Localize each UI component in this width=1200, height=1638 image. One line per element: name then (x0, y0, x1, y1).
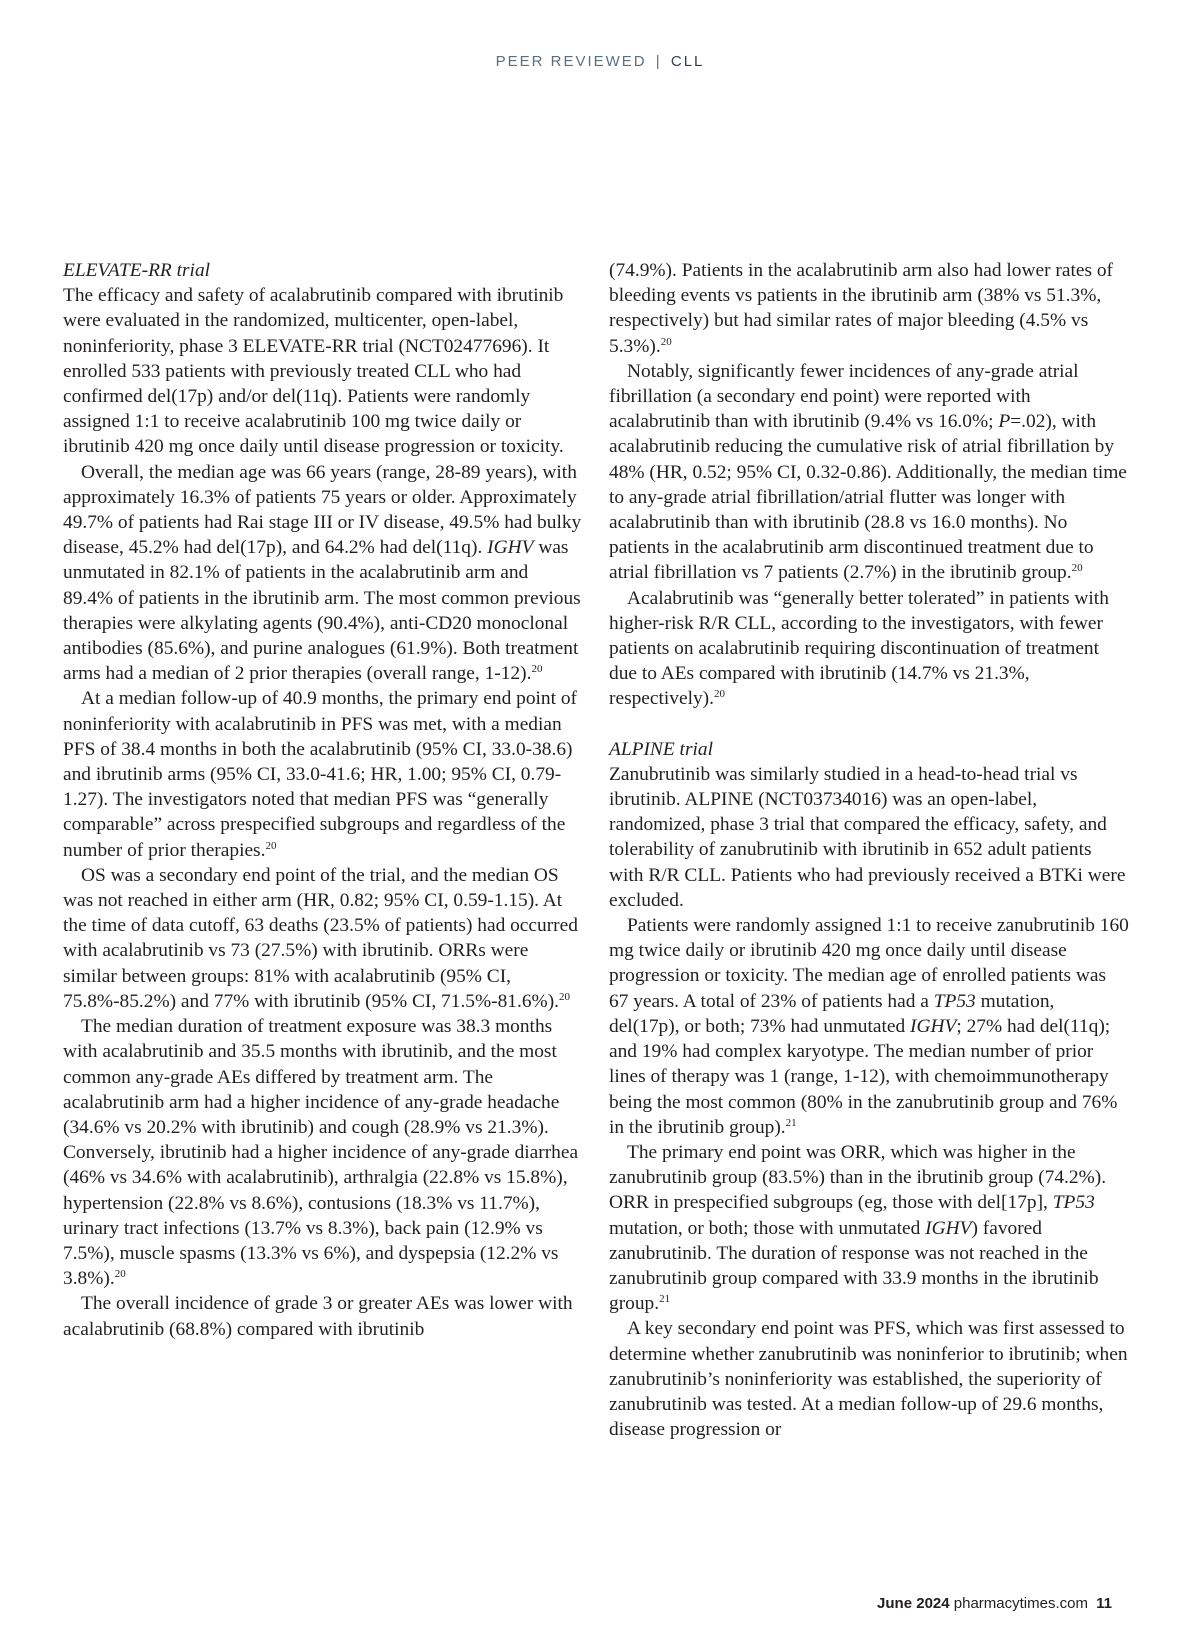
p-value-term: P (998, 411, 1011, 433)
right-column (609, 258, 1129, 1442)
footer-date: June 2024 (877, 1595, 950, 1612)
ighv-term: IGHV (925, 1217, 972, 1239)
reference-superscript: 20 (1071, 562, 1083, 575)
elevate-paragraph-3: At a median follow-up of 40.9 months, the primary end point of noninferiority with acalabrutinib in PFS was met, with a median PFS of 38.4 months in both the acalabrutinib (95% CI, 33.0-38.6) and ibrutinib arms (95% CI, 33.0-41.6; HR, 1.00; 95% CI, 0.79-1.27). The investigators noted that median PFS was “generally comparable” across prespecified subgroups and regardless of the number of prior therapies.$^{20}$ (63, 688, 577, 861)
reference-superscript: 21 (659, 1293, 671, 1306)
reference-superscript: 20 (531, 663, 543, 676)
reference-superscript: 20 (713, 688, 725, 701)
elevate-paragraph-4: OS was a secondary end point of the trial, and the median OS was not reached in either arm (HR, 0.82; 95% CI, 0.59-1.15). At the time of data cutoff, 63 deaths (23.5% of patients) had occurred with acalabrutinib vs 73 (27.5%) with ibrutinib. ORRs were similar between groups: 81% with acalabrutinib (95% CI, 75.8%-85.2%) and 77% with ibrutinib (95% CI, 71.5%-81.6%).$^{20}$ (63, 864, 578, 1012)
page-footer (877, 1595, 1112, 1612)
footer-site: pharmacytimes.com (953, 1595, 1088, 1612)
elevate-paragraph-8: Notably, significantly fewer incidences of any-grade atrial fibrillation (a secondary end point) were reported with acalabrutinib than with ibrutinib (9.4% vs 16.0%; P=.02), with acalabrutinib reducing the cumulative risk of atrial fibrillation by 48% (HR, 0.52; 95% CI, 0.32-0.86). Additionally, the median time to any-grade atrial fibrillation/atrial flutter was longer with acalabrutinib than with ibrutinib (28.8 vs 16.0 months). No patients in the acalabrutinib arm discontinued treatment due to atrial fibrillation vs 7 patients (2.7%) in the ibrutinib group.$^{20}$ (609, 360, 1127, 584)
alpine-heading: ALPINE trial (609, 738, 713, 760)
header-topic: CLL (670, 53, 705, 70)
header-section: PEER REVIEWED (495, 53, 647, 70)
elevate-paragraph-9: Acalabrutinib was “generally better tolerated” in patients with higher-risk R/R CLL, according to the investigators, with fewer patients on acalabrutinib requiring discontinuation of treatment due to AEs compared with ibrutinib (14.7% vs 21.3%, respectively).$^{20}$ (609, 587, 1109, 710)
reference-superscript: 20 (660, 335, 672, 348)
alpine-paragraph-1: Zanubrutinib was similarly studied in a head-to-head trial vs ibrutinib. ALPINE (NCT03734016) was an open-label, randomized, phase 3 trial that compared the efficacy, safety, and tolerability of zanubrutinib with ibrutinib in 652 adult patients with R/R CLL. Patients who had previously received a BTKi were excluded. (609, 763, 1126, 911)
header-separator: | (655, 53, 662, 70)
reference-superscript: 20 (265, 839, 277, 852)
elevate-rr-heading: ELEVATE-RR trial (63, 260, 211, 281)
ighv-term: IGHV (487, 537, 534, 559)
running-header (0, 53, 1200, 70)
reference-superscript: 20 (114, 1268, 126, 1281)
tp53-term: TP53 (933, 990, 976, 1012)
ighv-term: IGHV (910, 1015, 957, 1037)
alpine-paragraph-3: The primary end point was ORR, which was higher in the zanubrutinib group (83.5%) than in the ibrutinib group (74.2%). ORR in prespecified subgroups (eg, those with del[17p], TP53 mutation, or both; those with unmutated IGHV) favored zanubrutinib. The duration of response was not reached in the zanubrutinib group compared with 33.9 months in the ibrutinib group.$^{21}$ (609, 1141, 1107, 1315)
alpine-paragraph-2: Patients were randomly assigned 1:1 to receive zanubrutinib 160 mg twice daily or ibrutinib 420 mg once daily until disease progression or toxicity. The median age of enrolled patients was 67 years. A total of 23% of patients had a TP53 mutation, del(17p), or both; 73% had unmutated IGHV; 27% had del(11q); and 19% had complex karyotype. The median number of prior lines of therapy was 1 (range, 1-12), with chemoimmunotherapy being the most common (80% in the zanubrutinib group and 76% in the ibrutinib group).$^{21}$ (609, 915, 1129, 1138)
reference-superscript: 20 (559, 990, 570, 1003)
page-number: 11 (1096, 1595, 1112, 1612)
elevate-paragraph-2: Overall, the median age was 66 years (range, 28-89 years), with approximately 16.3% of patients 75 years or older. Approximately 49.7% of patients had Rai stage III or IV disease, 49.5% had bulky disease, 45.2% had del(17p), and 64.2% had del(11q). IGHV was unmutated in 82.1% of patients in the acalabrutinib arm and 89.4% of patients in the ibrutinib arm. The most common previous therapies were alkylating agents (90.4%), anti-CD20 monoclonal antibodies (85.6%), and purine analogues (61.9%). Both treatment arms had a median of 2 prior therapies (overall range, 1-12).$^{20}$ (63, 461, 582, 685)
left-column (63, 258, 583, 1342)
alpine-paragraph-4: A key secondary end point was PFS, which was first assessed to determine whether zanubrutinib was noninferior to ibrutinib; when zanubrutinib’s noninferiority was established, the superiority of zanubrutinib was tested. At a median follow-up of 29.6 months, disease progression or (609, 1318, 1128, 1441)
elevate-paragraph-1: The efficacy and safety of acalabrutinib compared with ibrutinib were evaluated in the randomized, multicenter, open-label, noninferiority, phase 3 ELEVATE-RR trial (NCT02477696). It enrolled 533 patients with previously treated CLL who had confirmed del(17p) and/or del(11q). Patients were randomly assigned 1:1 to receive acalabrutinib 100 mg twice daily or ibrutinib 420 mg once daily until disease progression or toxicity. (63, 285, 564, 458)
elevate-paragraph-7: (74.9%). Patients in the acalabrutinib arm also had lower rates of bleeding events vs patients in the ibrutinib arm (38% vs 51.3%, respectively) but had similar rates of major bleeding (4.5% vs 5.3%).$^{20}$ (609, 260, 1113, 357)
elevate-paragraph-5: The median duration of treatment exposure was 38.3 months with acalabrutinib and 35.5 months with ibrutinib, and the most common any-grade AEs differed by treatment arm. The acalabrutinib arm had a higher incidence of any-grade headache (34.6% vs 20.2% with ibrutinib) and cough (28.9% vs 21.3%). Conversely, ibrutinib had a higher incidence of any-grade diarrhea (46% vs 34.6% with acalabrutinib), arthralgia (22.8% vs 15.8%), hypertension (22.8% vs 8.6%), contusions (18.3% vs 11.7%), urinary tract infections (13.7% vs 8.3%), back pain (12.9% vs 7.5%), muscle spasms (13.3% vs 6%), and dyspepsia (12.2% vs 3.8%).$^{20}$ (63, 1016, 579, 1290)
tp53-term: TP53 (1052, 1192, 1095, 1214)
reference-superscript: 21 (785, 1116, 797, 1129)
elevate-paragraph-6: The overall incidence of grade 3 or greater AEs was lower with acalabrutinib (68.8%) compared with ibrutinib (63, 1293, 573, 1340)
